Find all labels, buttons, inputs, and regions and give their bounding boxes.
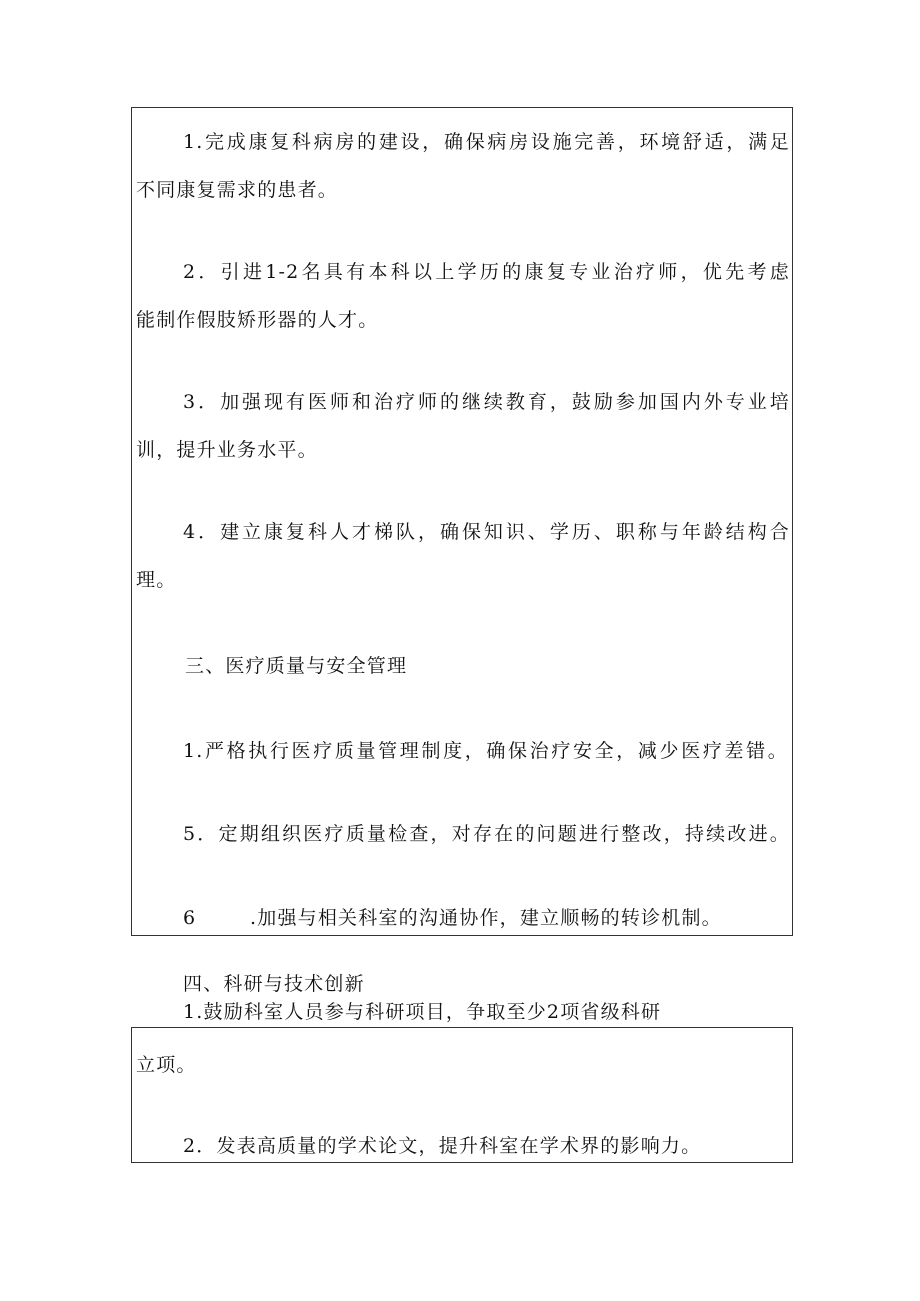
item-4-line-2: 理。: [136, 569, 177, 591]
quality-item-1: 1.严格执行医疗质量管理制度，确保治疗安全，减少医疗差错。: [183, 740, 788, 762]
research-item-1-line-1: 1.鼓励科室人员参与科研项目，争取至少2项省级科研: [183, 1001, 662, 1023]
quality-item-6-text: .加强与相关科室的沟通协作，建立顺畅的转诊机制。: [250, 907, 722, 929]
item-1-line-1: 1.完成康复科病房的建设，确保病房设施完善，环境舒适，满足: [183, 131, 790, 153]
item-4-line-1: 4．建立康复科人才梯队，确保知识、学历、职称与年龄结构合: [183, 521, 790, 543]
quality-item-6-number: 6: [183, 907, 197, 929]
item-2-line-2: 能制作假肢矫形器的人才。: [136, 309, 379, 331]
section-3-heading: 三、医疗质量与安全管理: [185, 655, 408, 677]
item-3-line-2: 训，提升业务水平。: [136, 439, 318, 461]
item-3-line-1: 3．加强现有医师和治疗师的继续教育，鼓励参加国内外专业培: [183, 391, 790, 413]
item-2-line-1: 2．引进1-2名具有本科以上学历的康复专业治疗师，优先考虑: [183, 261, 790, 283]
research-item-1-line-2: 立项。: [136, 1054, 197, 1076]
quality-item-5: 5．定期组织医疗质量检查，对存在的问题进行整改，持续改进。: [183, 823, 790, 845]
item-1-line-2: 不同康复需求的患者。: [136, 179, 339, 201]
section-4-heading: 四、科研与技术创新: [183, 973, 365, 995]
research-item-2: 2．发表高质量的学术论文，提升科室在学术界的影响力。: [183, 1135, 702, 1157]
